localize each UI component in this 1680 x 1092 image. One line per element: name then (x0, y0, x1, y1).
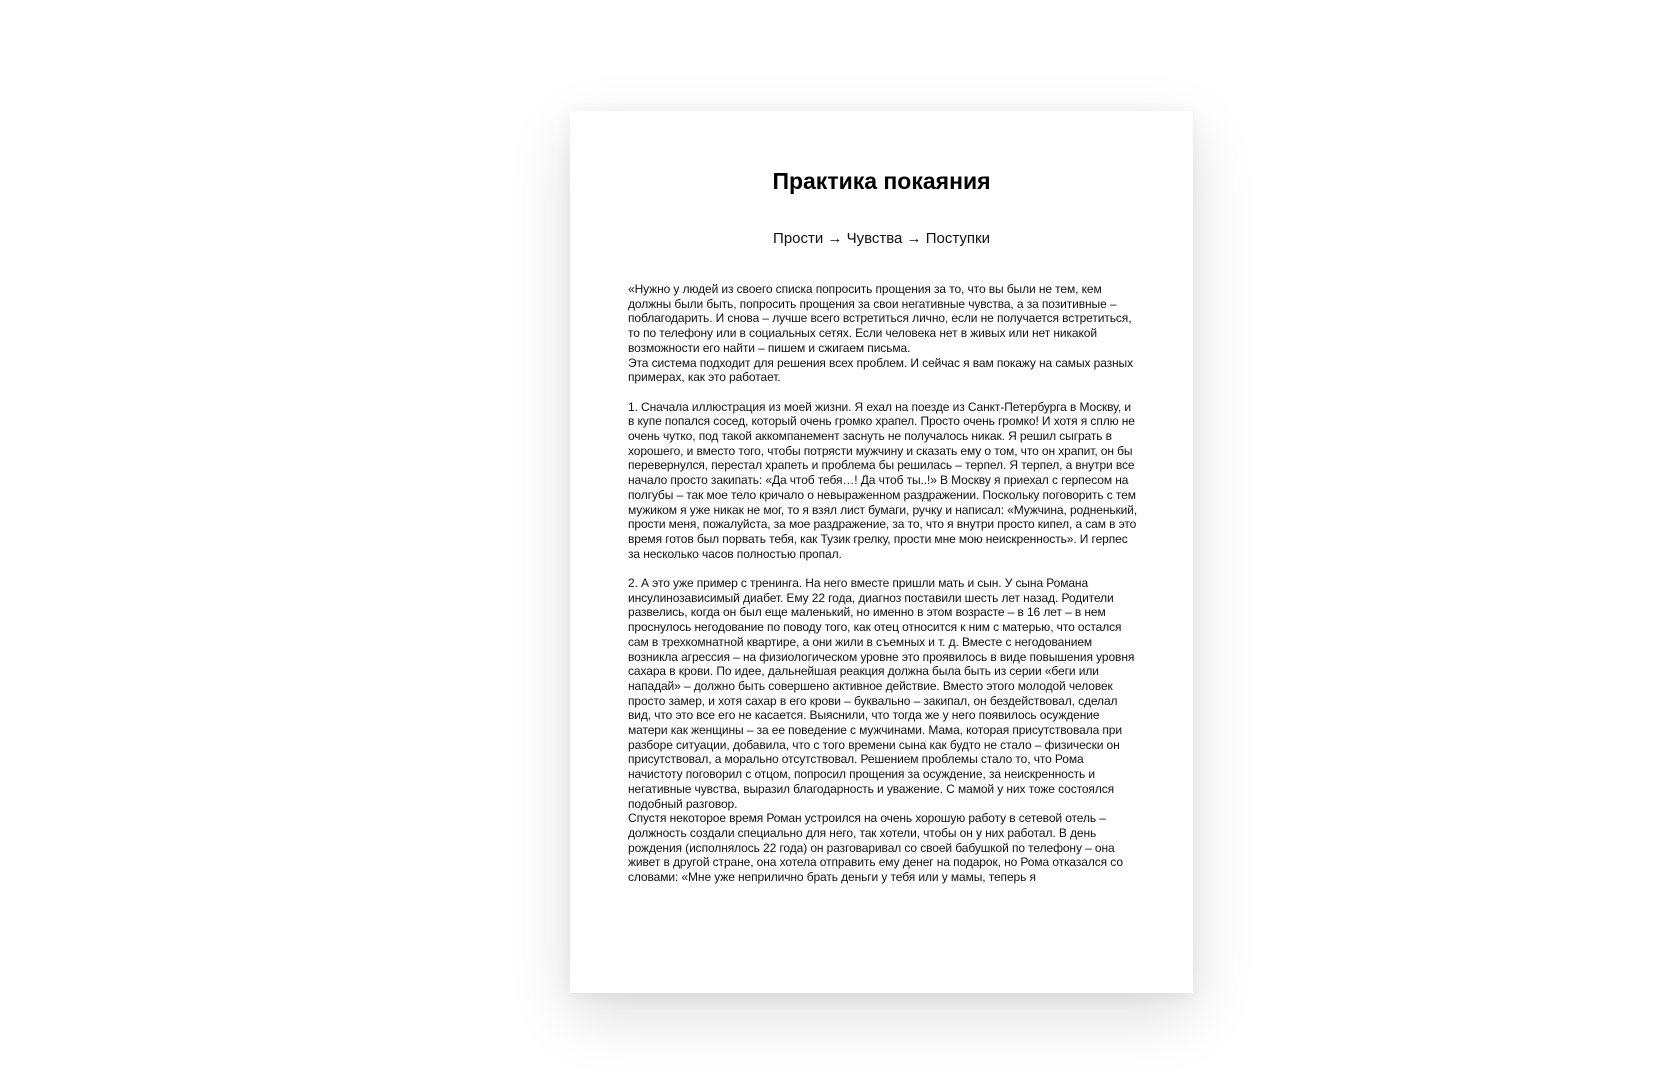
paragraph-example-1: 1. Сначала иллюстрация из моей жизни. Я ехал на поезде из Санкт-Петербурга в Москву, и в купе попался сосед, который очень громко храпел. Просто очень громко! И хотя я сплю не очень чутко, под такой аккомпанемент заснуть не получалось никак. Я решил сыграть в хорошего, и вместо того, чтобы потрясти мужчину и сказать ему о том, что он храпит, он бы перевернулся, перестал храпеть и проблема бы решилась – терпел. Я терпел, а внутри все начало просто закипать: «Да чтоб тебя…! Да чтоб ты..!» В Москву я приехал с герпесом на полгубы – так мое тело кричало о невыраженном раздражении. Поскольку поговорить с тем мужиком я уже никак не мог, то я взял лист бумаги, ручку и написал: «Мужчина, родненький, прости меня, пожалуйста, за мое раздражение, за то, что я внутри просто кипел, а сам в это время готов был порвать тебя, как Тузик грелку, прости мне мою неискренность». И герпес за несколько часов полностью пропал. (628, 399, 1138, 561)
paragraph-example-2: 2. А это уже пример с тренинга. На него вместе пришли мать и сын. У сына Романа инсулинозависимый диабет. Ему 22 года, диагноз поставили шесть лет назад. Родители развелись, когда он был еще маленький, но именно в этом возрасте – в 16 лет – в нем проснулось негодование по поводу того, как отец относится к ним с матерью, что остался сам в трехкомнатной квартире, а они жили в съемных и т. д. Вместе с негодованием возникла агрессия – на физиологическом уровне это проявилось в виде повышения уровня сахара в крови. По идее, дальнейшая реакция должна была быть из серии «беги или нападай» – должно быть совершено активное действие. Вместо этого молодой человек просто замер, и хотя сахар в его крови – буквально – закипал, он бездействовал, сделал вид, что это все его не касается. Выяснили, что тогда же у него появилось осуждение матери как женщины – за ее поведение с мужчинами. Мама, которая присутствовала при разборе ситуации, добавила, что с того времени сына как будто не стало – физически он присутствовал, а морально отсутствовал. Решением проблемы стало то, что Рома начистоту поговорил с отцом, попросил прощения за осуждение, за неискренность и негативные чувства, выразил благодарность и уважение. С мамой у них тоже состоялся подобный разговор. (628, 576, 1135, 811)
document-body (628, 282, 1138, 885)
page-subtitle: Прости → Чувства → Поступки (773, 230, 990, 247)
paragraph-intro: «Нужно у людей из своего списка попросить прощения за то, что вы были не тем, кем должны были быть, попросить прощения за свои негативные чувства, а за позитивные – поблагодарить. И снова – лучше всего встретиться лично, если не получается встретиться, то по телефону или в социальных сетях. Если человека нет в живых или нет никакой возможности его найти – пишем и сжигаем письма. (628, 282, 1132, 355)
paragraph-gap (628, 561, 1138, 576)
paragraph-gap (628, 385, 1138, 400)
document-page (570, 111, 1193, 993)
paragraph-continuation: Спустя некоторое время Роман устроился на очень хорошую работу в сетевой отель – должность создали специально для него, так хотели, чтобы он у них работал. В день рождения (исполнялось 22 года) он разговаривал со своей бабушкой по телефону – она живет в другой стране, она хотела отправить ему денег на подарок, но Рома отказался со словами: «Мне уже неприлично брать деньги у тебя или у мамы, теперь я (628, 811, 1123, 885)
paragraph-system: Эта система подходит для решения всех проблем. И сейчас я вам покажу на самых разных примерах, как это работает. (628, 355, 1133, 385)
page-title: Практика покаяния (772, 168, 991, 194)
